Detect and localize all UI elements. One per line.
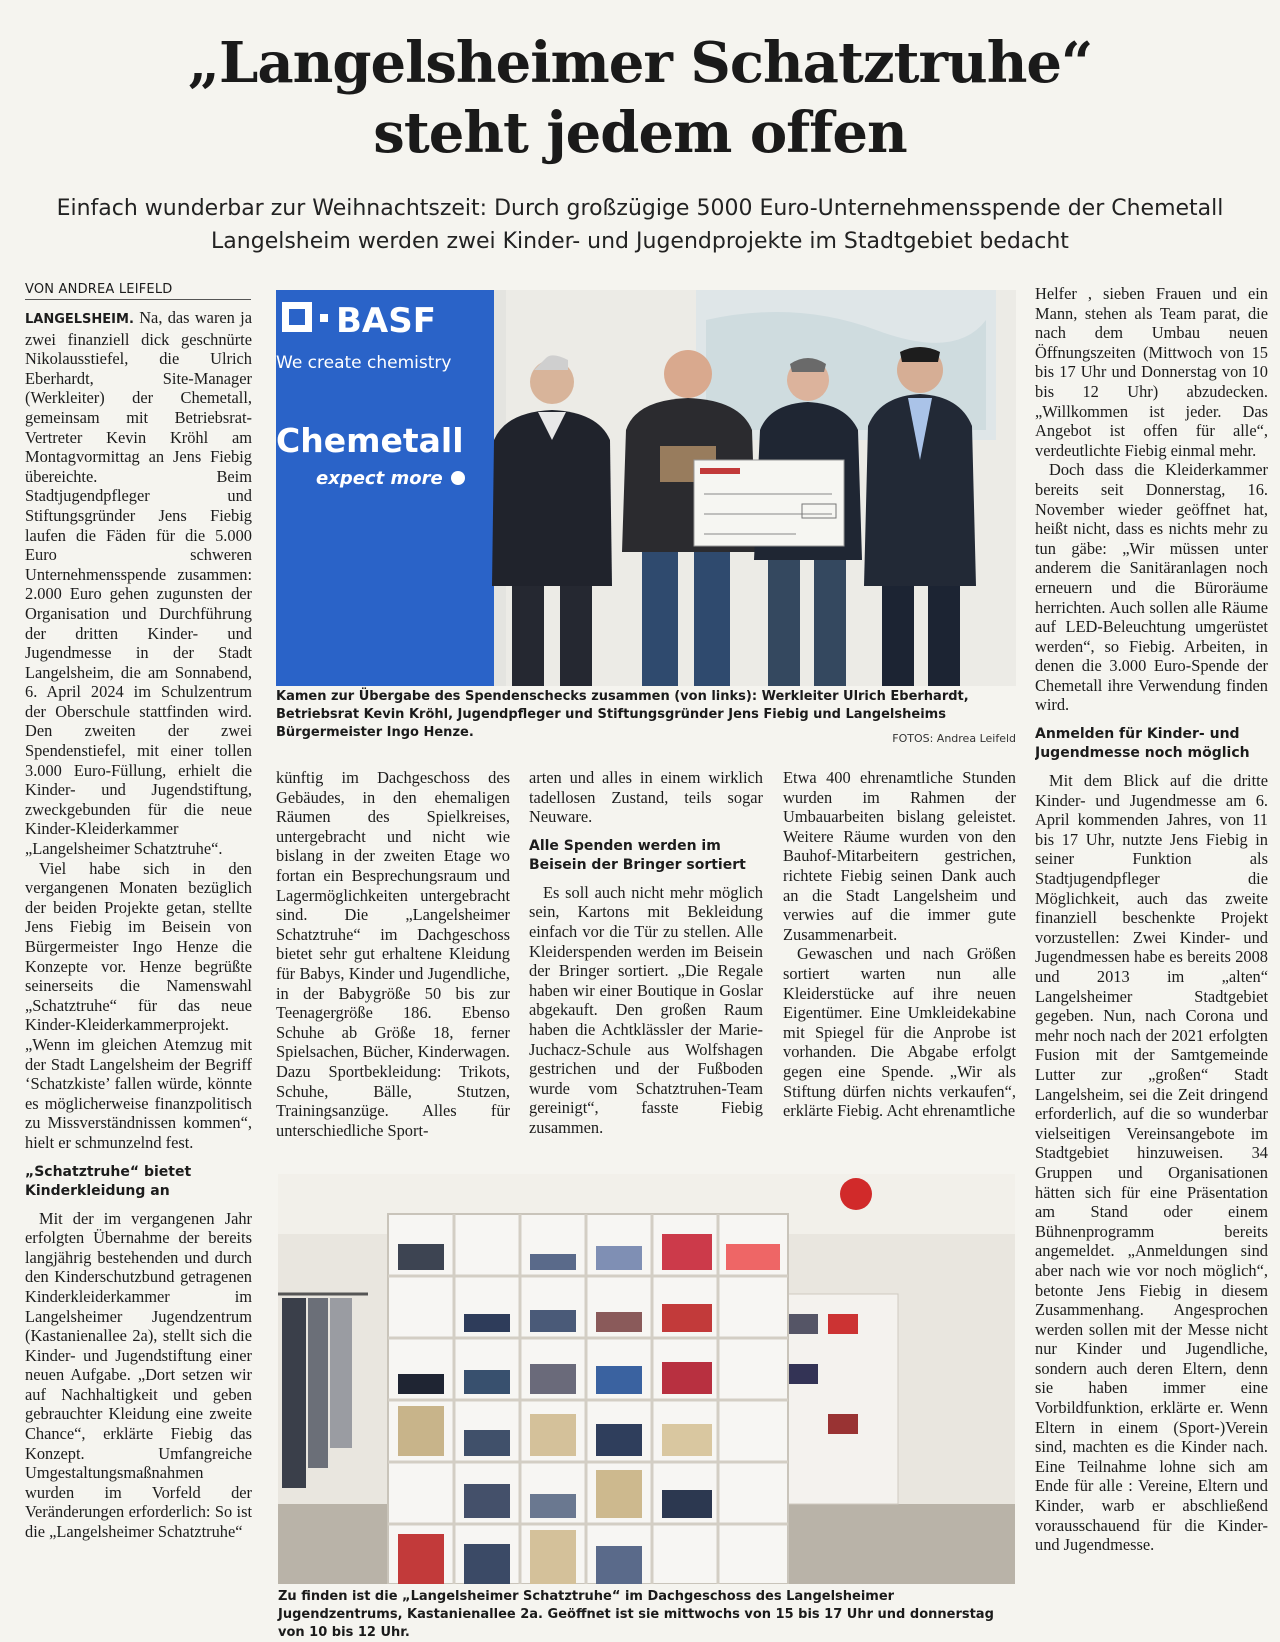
article-paragraph: arten und alles in einem wirklich tadellosen Zustand, teils sogar Neuware.	[529, 768, 763, 827]
article-paragraph: Gewaschen und nach Größen sortiert warten nun alle Kleiderstücke auf ihre neuen Eigentümer. Eine Umkleidekabine mit Spiegel für die Anprobe ist vorhanden. Die Abgabe erfolgt gegen eine Spende. „Wir als Stiftung dürfen nichts verkaufen“, erklärte Fiebig. Acht ehrenamtliche	[783, 944, 1016, 1121]
section-heading: Anmelden für Kinder- und Jugendmesse noch möglich	[1035, 726, 1250, 762]
photo-clothing-store	[278, 1174, 1015, 1584]
chemetall-logo-text: Chemetall	[276, 421, 464, 460]
article-paragraph: Doch dass die Kleiderkammer bereits seit Donnerstag, 16. November wieder geöffnet hat, heißt nicht, dass es nichts mehr zu tun gäbe: „Wir müssen unter anderem die Sanitäranlagen noch erneuern und die Büroräume herrichten. Auch sollen alle Räume auf LED-Beleuchtung umgerüstet werden“, so Fiebig. Arbeiten, in denen die 3.000 Euro-Spende der Chemetall ihre Verwendung finden wird.	[1035, 460, 1268, 715]
article-paragraph: Helfer , sieben Frauen und ein Mann, stehen als Team parat, die nach dem Umbau neuen Öffnungszeiten (Mittwoch von 15 bis 17 Uhr und Donnerstag von 10 bis 12 Uhr) abzudecken. „Willkommen ist jeder. Das Angebot ist offen für alle“, verdeutlichte Fiebig einmal mehr.	[1035, 284, 1268, 460]
photo-caption-1: Kamen zur Übergabe des Spendenschecks zusammen (von links): Werkleiter Ulrich Eberhardt, Betriebsrat Kevin Kröhl, Jugendpfleger und Stiftungsgründer Jens Fiebig und Langelsheims Bürgermeister Ingo Henze.	[276, 689, 969, 740]
subheadline-line-1: Einfach wunderbar zur Weihnachtszeit: Durch großzügige 5000 Euro-Unternehmensspende der Chemetall	[56, 196, 1224, 221]
paragraph-text: Na, das waren ja zwei finanziell dick geschnürte Nikolausstiefel, die Ulrich Eberhardt, Site-Manager (Werkleiter) der Chemetall, gemeinsam mit Betriebsrat-Vertreter Kevin Kröhl am Montagvormittag an Jens Fiebig übereichte. Beim Stadtjugendpfleger und Stiftungsgründer Jens Fiebig laufen die Fäden für die 5.000 Euro schweren Unternehmensspende zusammen: 2.000 Euro gehen zugunsten der Organisation und Durchführung der dritten Kinder- und Jugendmesse in der Stadt Langelsheim, die am Sonnabend, 6. April 2024 im Schulzentrum der Oberschule stattfinden wird. Den zweiten der zwei Spendenstiefel, mit einer tollen 3.000 Euro-Füllung, erhielt die Kinder- und Jugendstiftung, zweckgebunden für die neue Kinder-Kleiderkammer „Langelsheimer Schatztruhe“.	[25, 308, 252, 859]
article-paragraph	[25, 308, 252, 859]
article-paragraph: Mit der im vergangenen Jahr erfolgten Übernahme der bereits langjährig bestehenden und durch den Kinderschutzbund getragenen Kinderkleiderkammer im Langelsheimer Jugendzentrum (Kastanienallee 2a), stellt sich die Kinder- und Jugendstiftung einer neuen Aufgabe. „Dort setzen wir auf Nachhaltigkeit und geben gebrauchter Kleidung eine zweite Chance“, erklärte Fiebig das Konzept. Umfangreiche Umgestaltungsmaßnahmen wurden im Vorfeld der Veränderungen erforderlich: So ist die „Langelsheimer Schatztruhe“	[25, 1208, 252, 1542]
dateline: LANGELSHEIM.	[25, 312, 134, 327]
article-column-5	[1035, 284, 1268, 1632]
article-paragraph: Es soll auch nicht mehr möglich sein, Kartons mit Bekleidung einfach vor die Tür zu stellen. Alle Kleiderspenden werden im Beisein der Bringer sortiert. „Die Regale haben wir einer Boutique in Goslar abgekauft. Den großen Raum haben die Achtklässler der Marie-Juchacz-Schule aus Wolfshagen gestrichen und der Fußboden wurde vom Schatztruhen-Team gereinigt“, fasste Fiebig zusammen.	[529, 882, 763, 1137]
photo-cheque-handover	[276, 290, 1016, 686]
headline-line-2: steht jedem offen	[373, 100, 907, 166]
article-paragraph: Etwa 400 ehrenamtliche Stunden wurden im Rahmen der Umbauarbeiten bislang geleistet. Weitere Räume wurden von den Bauhof-Mitarbeitern gestrichen, richtete Fiebig seinen Dank auch an die Stadt Langelsheim und verwies auf die immer gute Zusammenarbeit.	[783, 768, 1016, 944]
photo-clothing-store-image	[278, 1174, 1015, 1584]
article-column-1	[25, 308, 252, 1633]
photo-credit: FOTOS: Andrea Leifeld	[892, 732, 1016, 745]
article-paragraph: Mit dem Blick auf die dritte Kinder- und Jugendmesse am 6. April kommenden Jahres, von 11 bis 17 Uhr, nutzte Jens Fiebig in seiner Funktion als Stadtjugendpfleger die Möglichkeit, auch das zweite finanziell beschenkte Projekt vorzustellen: Zwei Kinder- und Jugendmessen habe es bereits 2008 und 2013 im „alten“ Langelsheimer Stadtgebiet gegeben. Nun, nach Corona und mehr noch nach der 2021 erfolgten Fusion mit der Samtgemeinde Lutter zur „großen“ Stadt Langelsheim, sei die Zeit dringend erforderlich, auf die so wunderbar vielseitigen Vereinsangebote im Stadtgebiet hinzuweisen. 34 Gruppen und Organisationen hätten sich für eine Präsentation am Stand oder einem Bühnenprogramm bereits angemeldet. „Anmeldungen sind aber nach wie vor noch möglich“, betonte Jens Fiebig in diesem Zusammenhang. Angesprochen werden sollen mit der Messe nicht nur Kinder und Jugendliche, sondern auch deren Eltern, denn sie haben immer eine Vorbildfunktion, erklärte er. Wenn Eltern in einem (Sport-)Verein sind, machten es die Kinder nach. Eine Teilnahme lohne sich am Ende für alle : Vereine, Eltern und Kinder, warb er abschließend vorausschauend für die Kinder- und Jugendmesse.	[1035, 771, 1268, 1555]
basf-tagline: We create chemistry	[276, 353, 452, 373]
section-heading: Alle Spenden werden im Beisein der Bringer sortiert	[529, 837, 746, 873]
article-column-4	[783, 768, 1016, 1168]
headline-line-1: „Langelsheimer Schatztruhe“	[187, 30, 1093, 96]
photo-cheque-handover-image	[276, 290, 1016, 686]
section-heading: „Schatztruhe“ bietet Kinderkleidung an	[25, 1163, 192, 1199]
article-column-2	[276, 768, 510, 1168]
basf-logo-text: BASF	[336, 301, 436, 341]
subheadline	[40, 192, 1240, 258]
article-paragraph: künftig im Dachgeschoss des Gebäudes, in den ehemaligen Räumen des Spielkreises, untergebracht und nicht wie bislang in der zweiten Etage wo fortan ein Besprechungsraum und Lagermöglichkeiten untergebracht sind. Die „Langelsheimer Schatztruhe“ im Dachgeschoss bietet sehr gut erhaltene Kleidung für Babys, Kinder und Jugendliche, in der Babygröße 50 bis zur Teenagergröße 186. Ebenso Schuhe ab Größe 18, ferner Spielsachen, Bücher, Kinderwagen. Dazu Sportbekleidung: Trikots, Schuhe, Bälle, Stutzen, Trainingsanzüge. Alles für unterschiedliche Sport-	[276, 768, 510, 1140]
headline	[0, 28, 1280, 168]
subheadline-line-2: Langelsheim werden zwei Kinder- und Jugendprojekte im Stadtgebiet bedacht	[211, 229, 1069, 254]
chemetall-tagline: expect more	[316, 468, 443, 489]
article-paragraph: Viel habe sich in den vergangenen Monaten bezüglich der beiden Projekte getan, stellte Jens Fiebig im Beisein von Bürgermeister Ingo Henze die Konzepte vor. Henze begrüßte seinerseits die Namenswahl „Schatztruhe“ für das neue Kinder-Kleiderkammerprojekt. „Wenn im gleichen Atemzug mit der Stadt Langelsheim der Begriff ‘Schatzkiste’ fallen würde, könnte es möglicherweise finanzpolitisch zu Missverständnissen kommen“, hielt er schmunzelnd fest.	[25, 858, 252, 1152]
photo-caption-2: Zu finden ist die „Langelsheimer Schatztruhe“ im Dachgeschoss des Langelsheimer Jugendzentrums, Kastanienallee 2a. Geöffnet ist sie mittwochs von 15 bis 17 Uhr und donnerstag von 10 bis 12 Uhr.	[278, 1589, 994, 1640]
byline: VON ANDREA LEIFELD	[25, 282, 251, 300]
article-column-3	[529, 768, 763, 1168]
